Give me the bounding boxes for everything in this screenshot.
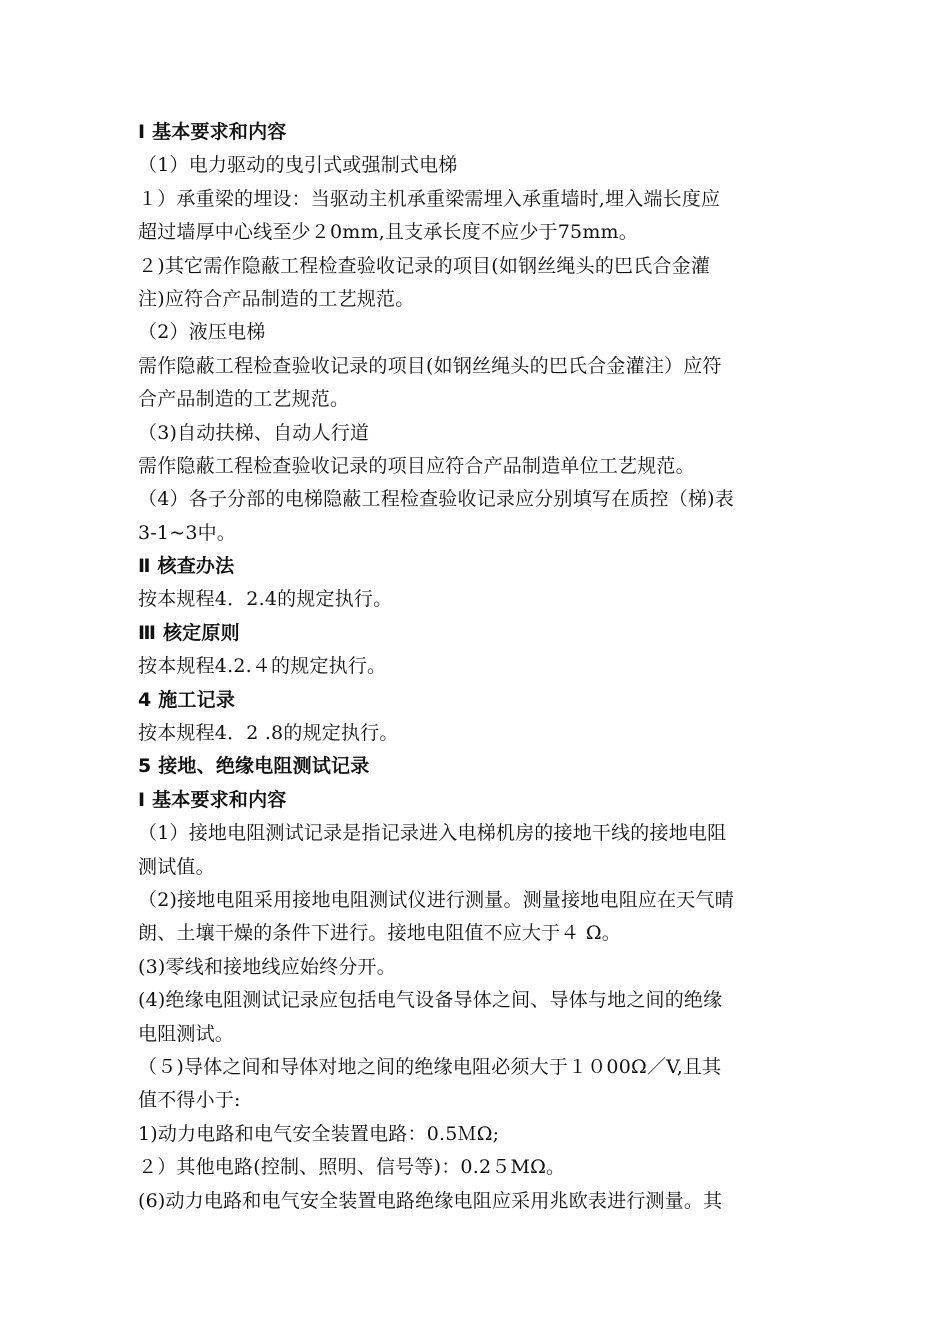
section-heading: Ⅰ 基本要求和内容 <box>138 121 287 143</box>
paragraph-line: 按本规程4．2.4的规定执行。 <box>138 588 393 611</box>
paragraph-line: １）承重梁的埋设：当驱动主机承重梁需埋入承重墙时,埋入端长度应 <box>138 187 721 210</box>
paragraph-line: 按本规程4．2 .8的规定执行。 <box>138 722 399 745</box>
paragraph-line: 值不得小于: <box>138 1089 241 1112</box>
paragraph-line: （2)接地电阻采用接地电阻测试仪进行测量。测量接地电阻应在天气晴 <box>138 888 734 911</box>
section-heading: 5 接地、绝缘电阻测试记录 <box>138 755 370 778</box>
section-heading: 4 施工记录 <box>138 688 236 711</box>
paragraph-line: 朗、土壤干燥的条件下进行。接地电阻值不应大于４ Ω。 <box>138 922 621 945</box>
paragraph-line: ２）其他电路(控制、照明、信号等)：0.2５MΩ。 <box>138 1156 566 1179</box>
paragraph-line: （2）液压电梯 <box>138 321 266 344</box>
section-heading: Ⅱ 核查办法 <box>138 555 235 578</box>
paragraph-line: 需作隐蔽工程检查验收记录的项目应符合产品制造单位工艺规范。 <box>138 454 695 477</box>
paragraph-line: 注)应符合产品制造的工艺规范。 <box>138 287 415 310</box>
paragraph-line: 合产品制造的工艺规范。 <box>138 388 350 411</box>
paragraph-line: 需作隐蔽工程检查验收记录的项目(如钢丝绳头的巴氏合金灌注）应符 <box>138 354 722 377</box>
paragraph-line: 电阻测试。 <box>138 1022 235 1045</box>
paragraph-line: (4)绝缘电阻测试记录应包括电气设备导体之间、导体与地之间的绝缘 <box>138 989 723 1012</box>
paragraph-line: （3)自动扶梯、自动人行道 <box>138 421 370 444</box>
paragraph-line: 超过墙厚中心线至少２0mm,且支承长度不应少于75mm。 <box>138 221 638 244</box>
paragraph-line: 按本规程4.2.４的规定执行。 <box>138 655 387 678</box>
paragraph-line: (6)动力电路和电气安全装置电路绝缘电阻应采用兆欧表进行测量。其 <box>138 1189 723 1212</box>
paragraph-line: （1）接地电阻测试记录是指记录进入电梯机房的接地干线的接地电阻 <box>138 822 727 845</box>
paragraph-line: （4）各子分部的电梯隐蔽工程检查验收记录应分别填写在质控（梯)表 <box>138 488 734 511</box>
paragraph-line: 1)动力电路和电气安全装置电路：0.5ＭΩ; <box>138 1122 500 1145</box>
paragraph-line: (3)零线和接地线应始终分开。 <box>138 955 396 978</box>
section-heading: Ⅰ 基本要求和内容 <box>138 788 287 811</box>
paragraph-line: （1）电力驱动的曳引式或强制式电梯 <box>138 154 458 177</box>
paragraph-line: ２)其它需作隐蔽工程检查验收记录的项目(如钢丝绳头的巴氏合金灌 <box>138 254 711 277</box>
paragraph-line: 测试值。 <box>138 855 215 878</box>
paragraph-line: （５)导体之间和导体对地之间的绝缘电阻必须大于１０00Ω／V,且其 <box>138 1055 722 1078</box>
document-body <box>138 116 838 1218</box>
section-heading: Ⅲ 核定原则 <box>138 621 240 644</box>
paragraph-line: 3-1~3中。 <box>138 521 237 544</box>
